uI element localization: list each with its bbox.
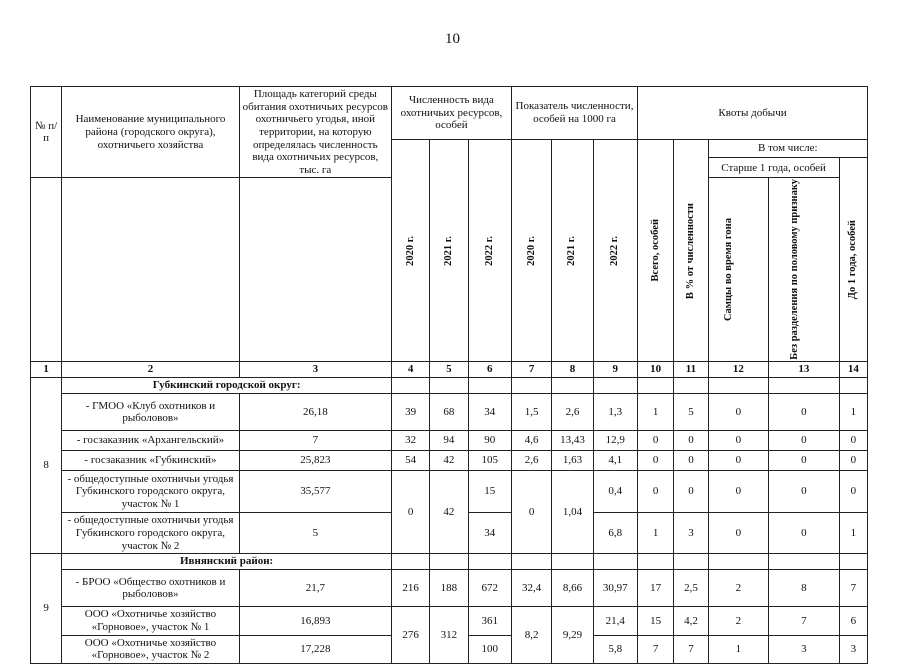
cell-dens-2021: 1,04 xyxy=(552,471,593,554)
col-num: 9 xyxy=(593,362,637,378)
region-name: Ивнянский район: xyxy=(62,554,392,570)
cell-dens-2022: 21,4 xyxy=(593,607,637,635)
col-num: 8 xyxy=(552,362,593,378)
col-num: 12 xyxy=(708,362,768,378)
header-young: До 1 года, особей xyxy=(847,220,859,300)
cell-pop-2021: 312 xyxy=(430,607,468,664)
cell-pop-2020: 54 xyxy=(391,451,429,471)
header-dens-2022: 2022 г. xyxy=(609,235,621,266)
cell-pop-2020: 32 xyxy=(391,431,429,451)
row-area: 21,7 xyxy=(239,570,391,607)
cell-nosex: 0 xyxy=(769,394,840,431)
cell-dens-2020: 8,2 xyxy=(511,607,551,664)
cell-total: 0 xyxy=(638,451,674,471)
cell-dens-2022: 30,97 xyxy=(593,570,637,607)
region-row xyxy=(31,378,868,394)
cell-nosex: 3 xyxy=(769,635,840,663)
cell-dens-2020: 2,6 xyxy=(511,451,551,471)
cell-pop-2022: 672 xyxy=(468,570,511,607)
cell-pop-2021: 94 xyxy=(430,431,468,451)
row-name: - общедоступные охотничьи угодья Губкинского городского округа, участок № 2 xyxy=(62,513,239,554)
cell-dens-2021: 9,29 xyxy=(552,607,593,664)
cell-pop-2020: 39 xyxy=(391,394,429,431)
header-area: Площадь категорий среды обитания охотничьих ресурсов охотничьего угодья, иной территории, на которую определялась численность вида охотничьих ресурсов, тыс. га xyxy=(239,87,391,178)
cell-nosex: 0 xyxy=(769,513,840,554)
row-area: 5 xyxy=(239,513,391,554)
row-area: 26,18 xyxy=(239,394,391,431)
cell-pop-2020: 0 xyxy=(391,471,429,554)
cell-percent: 0 xyxy=(674,471,708,513)
header-population: Численность вида охотничьих ресурсов, особей xyxy=(391,87,511,140)
cell-pop-2022: 15 xyxy=(468,471,511,513)
cell-nosex: 0 xyxy=(769,471,840,513)
cell-males: 1 xyxy=(708,635,768,663)
cell-total: 1 xyxy=(638,394,674,431)
cell-total: 0 xyxy=(638,471,674,513)
cell-percent: 0 xyxy=(674,431,708,451)
col-num: 10 xyxy=(638,362,674,378)
header-males: Самцы во время гона xyxy=(723,218,735,322)
col-num: 11 xyxy=(674,362,708,378)
cell-dens-2021: 13,43 xyxy=(552,431,593,451)
cell-dens-2021: 1,63 xyxy=(552,451,593,471)
cell-percent: 2,5 xyxy=(674,570,708,607)
row-area: 17,228 xyxy=(239,635,391,663)
cell-total: 17 xyxy=(638,570,674,607)
column-number-row xyxy=(31,362,868,378)
cell-young: 0 xyxy=(839,471,867,513)
header-older: Старше 1 года, особей xyxy=(708,158,839,178)
cell-pop-2022: 105 xyxy=(468,451,511,471)
header-pop-2020: 2020 г. xyxy=(404,235,416,266)
col-num: 13 xyxy=(769,362,840,378)
row-name: - госзаказник «Губкинский» xyxy=(62,451,239,471)
cell-dens-2021: 8,66 xyxy=(552,570,593,607)
cell-young: 3 xyxy=(839,635,867,663)
cell-pop-2022: 34 xyxy=(468,394,511,431)
cell-males: 0 xyxy=(708,431,768,451)
header-dens-2021: 2021 г. xyxy=(566,235,578,266)
group-number: 8 xyxy=(31,378,62,554)
header-row-1 xyxy=(31,87,868,140)
cell-males: 2 xyxy=(708,607,768,635)
cell-dens-2022: 6,8 xyxy=(593,513,637,554)
row-name: - госзаказник «Архангельский» xyxy=(62,431,239,451)
col-num: 7 xyxy=(511,362,551,378)
cell-dens-2020: 32,4 xyxy=(511,570,551,607)
table-row xyxy=(31,431,868,451)
cell-total: 0 xyxy=(638,431,674,451)
cell-dens-2020: 4,6 xyxy=(511,431,551,451)
header-name: Наименование муниципального района (городского округа), охотничьего хозяйства xyxy=(62,87,239,178)
col-num: 6 xyxy=(468,362,511,378)
row-area: 25,823 xyxy=(239,451,391,471)
header-percent: В % от численности xyxy=(684,202,696,299)
cell-dens-2022: 5,8 xyxy=(593,635,637,663)
cell-young: 1 xyxy=(839,394,867,431)
table-row xyxy=(31,451,868,471)
table-row xyxy=(31,394,868,431)
cell-young: 0 xyxy=(839,451,867,471)
row-area: 35,577 xyxy=(239,471,391,513)
header-total: Всего, особей xyxy=(649,219,661,282)
row-area: 16,893 xyxy=(239,607,391,635)
header-density: Показатель численности, особей на 1000 га xyxy=(511,87,637,140)
cell-nosex: 7 xyxy=(769,607,840,635)
header-no: № п/п xyxy=(31,87,62,178)
table-row xyxy=(31,607,868,635)
col-num: 1 xyxy=(31,362,62,378)
row-name: ООО «Охотничье хозяйство «Горновое», участок № 1 xyxy=(62,607,239,635)
cell-pop-2022: 90 xyxy=(468,431,511,451)
cell-dens-2022: 12,9 xyxy=(593,431,637,451)
cell-dens-2021: 2,6 xyxy=(552,394,593,431)
row-name: ООО «Охотничье хозяйство «Горновое», участок № 2 xyxy=(62,635,239,663)
cell-dens-2022: 1,3 xyxy=(593,394,637,431)
cell-nosex: 0 xyxy=(769,451,840,471)
cell-pop-2021: 188 xyxy=(430,570,468,607)
cell-males: 2 xyxy=(708,570,768,607)
cell-total: 1 xyxy=(638,513,674,554)
header-dens-2020: 2020 г. xyxy=(525,235,537,266)
cell-percent: 0 xyxy=(674,451,708,471)
cell-percent: 7 xyxy=(674,635,708,663)
col-num: 14 xyxy=(839,362,867,378)
header-pop-2022: 2022 г. xyxy=(483,235,495,266)
header-pop-2021: 2021 г. xyxy=(442,235,454,266)
cell-pop-2021: 68 xyxy=(430,394,468,431)
header-including: В том числе: xyxy=(708,140,867,158)
cell-percent: 4,2 xyxy=(674,607,708,635)
col-num: 3 xyxy=(239,362,391,378)
cell-dens-2020: 0 xyxy=(511,471,551,554)
col-num: 5 xyxy=(430,362,468,378)
cell-pop-2022: 34 xyxy=(468,513,511,554)
cell-nosex: 0 xyxy=(769,431,840,451)
quota-table xyxy=(30,86,868,664)
cell-total: 15 xyxy=(638,607,674,635)
cell-dens-2022: 0,4 xyxy=(593,471,637,513)
table-row xyxy=(31,570,868,607)
header-nosex: Без разделения по половому признаку xyxy=(788,179,800,361)
col-num: 2 xyxy=(62,362,239,378)
cell-males: 0 xyxy=(708,513,768,554)
page-number: 10 xyxy=(445,31,460,47)
row-area: 7 xyxy=(239,431,391,451)
cell-pop-2020: 276 xyxy=(391,607,429,664)
cell-young: 1 xyxy=(839,513,867,554)
row-name: - общедоступные охотничьи угодья Губкинского городского округа, участок № 1 xyxy=(62,471,239,513)
cell-nosex: 8 xyxy=(769,570,840,607)
table-row xyxy=(31,471,868,513)
cell-males: 0 xyxy=(708,451,768,471)
cell-males: 0 xyxy=(708,471,768,513)
cell-pop-2022: 100 xyxy=(468,635,511,663)
row-name: - ГМОО «Клуб охотников и рыболовов» xyxy=(62,394,239,431)
cell-young: 0 xyxy=(839,431,867,451)
cell-percent: 3 xyxy=(674,513,708,554)
cell-dens-2020: 1,5 xyxy=(511,394,551,431)
cell-pop-2021: 42 xyxy=(430,451,468,471)
header-quotas: Квоты добычи xyxy=(638,87,868,140)
col-num: 4 xyxy=(391,362,429,378)
cell-dens-2022: 4,1 xyxy=(593,451,637,471)
group-number: 9 xyxy=(31,554,62,664)
row-name: - БРОО «Общество охотников и рыболовов» xyxy=(62,570,239,607)
cell-total: 7 xyxy=(638,635,674,663)
region-name: Губкинский городской округ: xyxy=(62,378,392,394)
cell-young: 6 xyxy=(839,607,867,635)
cell-pop-2021: 42 xyxy=(430,471,468,554)
cell-percent: 5 xyxy=(674,394,708,431)
region-row xyxy=(31,554,868,570)
cell-males: 0 xyxy=(708,394,768,431)
cell-young: 7 xyxy=(839,570,867,607)
cell-pop-2022: 361 xyxy=(468,607,511,635)
cell-pop-2020: 216 xyxy=(391,570,429,607)
